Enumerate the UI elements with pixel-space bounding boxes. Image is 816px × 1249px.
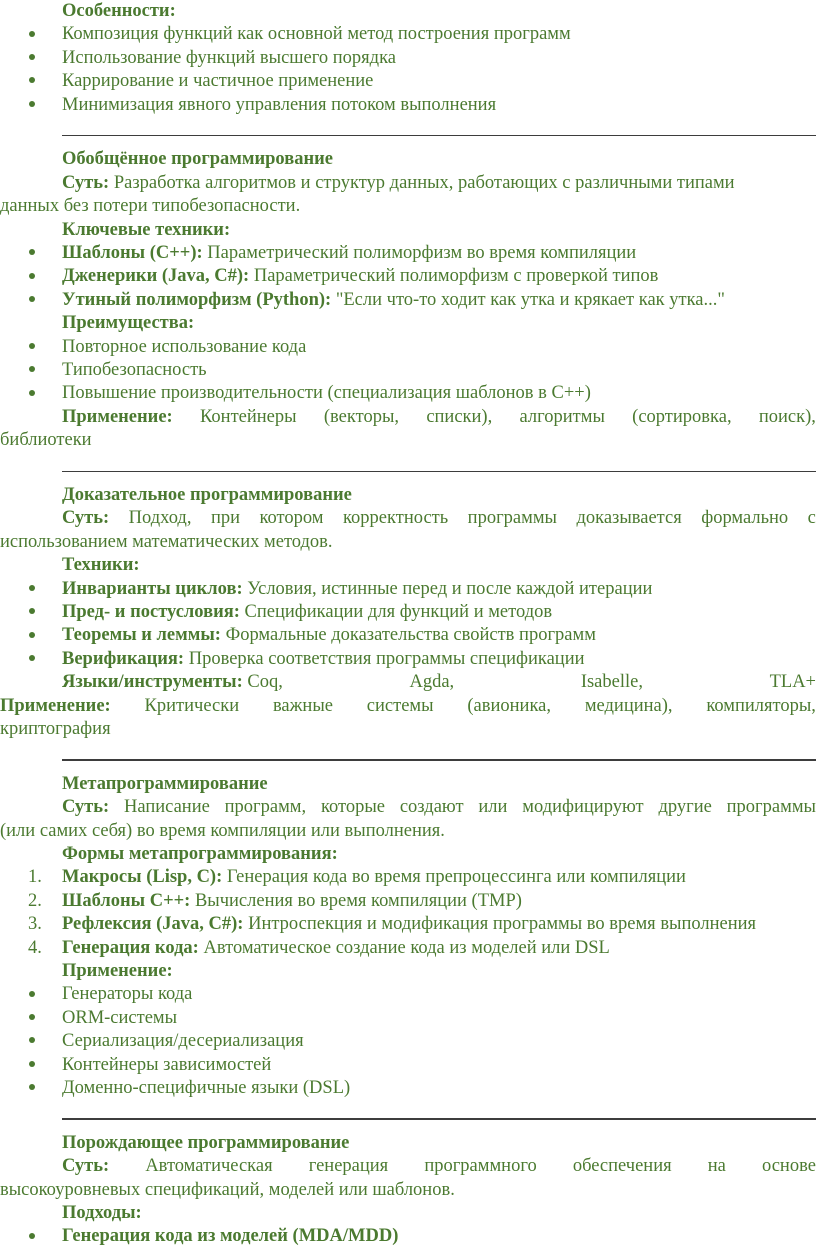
proof-application-line2: криптография: [0, 718, 111, 739]
generic-advantage-item: Повышение производительности (специализация шаблонов в C++): [0, 382, 816, 405]
bullet-icon: [29, 289, 49, 312]
bullet-icon: [29, 359, 49, 382]
meta-forms-heading: Формы метапрограммирования:: [62, 844, 338, 864]
meta-application-item: ORM-системы: [0, 1007, 816, 1030]
proof-technique-item: Теоремы и леммы: Формальные доказательства свойств программ: [0, 624, 816, 647]
meta-form-item: 3. Рефлексия (Java, C#): Интроспекция и модификация программы во время выполнения: [28, 914, 757, 935]
bullet-icon: [29, 601, 49, 624]
generic-techniques-heading: Ключевые техники:: [62, 219, 231, 240]
generative-approach-item: Генерация кода из моделей (MDA/MDD): [0, 1225, 816, 1248]
bullet-icon: [29, 70, 49, 93]
bullet-icon: [29, 94, 49, 117]
meta-essence-line1: Суть: Написание программ, которые создают или модифицируют другие программы: [62, 797, 816, 818]
generic-advantage-item: Типобезопасность: [0, 359, 816, 382]
generic-essence-label: Суть:: [62, 172, 110, 193]
meta-form-item: 4. Генерация кода: Автоматическое создание кода из моделей или DSL: [28, 937, 610, 958]
proof-essence-line2: использованием математических методов.: [0, 531, 333, 552]
bullet-icon: [29, 47, 49, 70]
bullet-icon: [29, 624, 49, 647]
generic-essence-line2: данных без потери типобезопасности.: [0, 196, 301, 217]
bullet-icon: [29, 265, 49, 288]
generic-technique-item: Утиный полиморфизм (Python): "Если что-то ходит как утка и крякает как утка...": [0, 289, 816, 312]
bullet-icon: [29, 242, 49, 265]
generative-essence-line1: Суть: Автоматическая генерация программного обеспечения на основе: [62, 1156, 816, 1177]
bullet-icon: [29, 983, 49, 1006]
bullet-icon: [29, 578, 49, 601]
generative-title: Порождающее программирование: [62, 1132, 350, 1153]
meta-application-heading: Применение:: [62, 960, 173, 981]
proof-techniques-heading: Техники:: [62, 555, 140, 576]
proof-application-line1: Применение: Критически важные системы (авионика, медицина), компиляторы,: [0, 695, 816, 716]
proof-title: Доказательное программирование: [62, 485, 352, 506]
meta-essence-line2: (или самих себя) во время компиляции или выполнения.: [0, 820, 445, 841]
bullet-icon: [29, 382, 49, 405]
bullet-icon: [29, 1077, 49, 1100]
meta-application-item: Сериализация/десериализация: [0, 1030, 816, 1053]
features-item: Использование функций высшего порядка: [0, 47, 816, 70]
meta-application-item: Генераторы кода: [0, 983, 816, 1006]
generative-approaches-heading: Подходы:: [62, 1202, 142, 1223]
meta-title: Метапрограммирование: [62, 773, 268, 794]
generic-application-line1: Применение: Контейнеры (векторы, списки), алгоритмы (сортировка, поиск),: [62, 406, 816, 427]
meta-application-item: Доменно-специфичные языки (DSL): [0, 1077, 816, 1100]
meta-form-item: 1. Макросы (Lisp, C): Генерация кода во время препроцессинга или компиляции: [28, 867, 686, 888]
generic-technique-item: Дженерики (Java, C#): Параметрический полиморфизм с проверкой типов: [0, 265, 816, 288]
generic-essence-line1: Суть: Разработка алгоритмов и структур данных, работающих с различными типами: [62, 172, 735, 193]
features-item: Композиция функций как основной метод построения программ: [0, 23, 816, 46]
generic-advantages-heading: Преимущества:: [62, 313, 195, 334]
proof-languages-line: Языки/инструменты: Coq, Agda, Isabelle, TLA+: [62, 672, 816, 693]
features-item: Каррирование и частичное применение: [0, 70, 816, 93]
bullet-icon: [29, 1030, 49, 1053]
generic-advantage-item: Повторное использование кода: [0, 336, 816, 359]
proof-technique-item: Верификация: Проверка соответствия программы спецификации: [0, 648, 816, 671]
generic-title: Обобщённое программирование: [62, 149, 333, 170]
bullet-icon: [29, 1225, 49, 1248]
features-item: Минимизация явного управления потоком выполнения: [0, 94, 816, 117]
bullet-icon: [29, 23, 49, 46]
features-heading: Особенности:: [62, 1, 176, 21]
proof-technique-item: Пред- и постусловия: Спецификации для функций и методов: [0, 601, 816, 624]
bullet-icon: [29, 648, 49, 671]
generic-technique-item: Шаблоны (C++): Параметрический полиморфизм во время компиляции: [0, 242, 816, 265]
meta-form-item: 2. Шаблоны C++: Вычисления во время компиляции (TMP): [28, 890, 522, 911]
generic-application-line2: библиотеки: [0, 430, 92, 451]
bullet-icon: [29, 1054, 49, 1077]
generative-essence-line2: высокоуровневых спецификаций, моделей или шаблонов.: [0, 1179, 455, 1200]
proof-technique-item: Инварианты циклов: Условия, истинные перед и после каждой итерации: [0, 578, 816, 601]
meta-application-item: Контейнеры зависимостей: [0, 1054, 816, 1077]
bullet-icon: [29, 336, 49, 359]
proof-essence-line1: Суть: Подход, при котором корректность программы доказывается формально с: [62, 508, 816, 529]
bullet-icon: [29, 1007, 49, 1030]
